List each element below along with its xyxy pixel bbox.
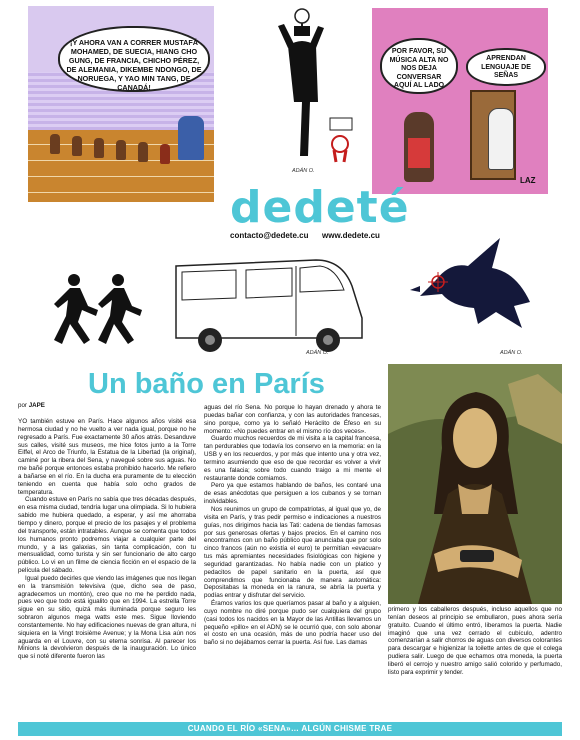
adan-signature-3: ADÁN O. xyxy=(500,350,523,356)
paragraph: Nos reunimos un grupo de compatriotas, al igual que yo, de visita en París, y tras pedir permiso e indicaciones a nuestros guías, nos dirigimos hacia las Tati: cadena de tiendas famosas por sus generosas ofertas y bajos precios. En el camino nos encontramos con un baño público que anunciaba que por solo cinco francos (aún no existía el euro) te permitían «evacuar» tus más apremiantes necesidades fisiológicas con higiene y seguridad garantizadas. No había nadie con un platico y pedacitos de papel sanitario en la puerta, así que comprendimos que funcionaba de manera automática: Depositabas la moneda en la ranura, se abría la puerta y podías entrar y disfrutar del servicio. xyxy=(204,505,381,600)
silhouette-cartoon xyxy=(258,6,354,166)
paris-speech-bubble-left: POR FAVOR, SU MÚSICA ALTA NO NOS DEJA CONVERSAR AQUÍ AL LADO xyxy=(380,38,458,94)
pink-wall xyxy=(372,8,548,194)
running-figures-cartoon xyxy=(48,270,144,350)
paragraph: Cuando estuve en París no sabía que tres décadas después, en esa misma ciudad, tendría lugar una olimpiada. Si lo hubiera sabido me hubiera quedado, a esperar, y así me ahorraba tiempo y dinero, porque el precio de los pasajes y el problema del transporte, están intratables. Aunque se comenta que todos los humanos pronto podremos viajar a cualquier parte del mundo, y a las galaxias, sin tanta complicación, con tu mensualidad, como turista y sin ser funcionario de alto cargo público. Lo vi en un filme de ciencia ficción en el espacio de la película del sábado. xyxy=(18,496,196,575)
article-column-1 xyxy=(18,418,196,661)
paris-cartoon xyxy=(372,8,548,194)
paragraph: Guardo muchos recuerdos de mi visita a la capital francesa, tan perdurables que todavía los conservo en la memoria: en la USB y en los recuerdos, y por más que intento una y otra vez, termino asumiendo que eso de que recordar es volver a vivir es una falacia; sobre todo cuando traigo a mi mente el restaurante donde comiamos. xyxy=(204,435,381,482)
dedete-logo: dedeté xyxy=(230,182,410,233)
man-figure xyxy=(488,108,514,170)
adan-signature-2: ADÁN O. xyxy=(306,350,329,356)
dove-target-cartoon xyxy=(396,232,548,342)
website-link[interactable]: www.dedete.cu xyxy=(322,231,380,240)
article-column-2 xyxy=(204,404,381,647)
article-column-3 xyxy=(388,606,562,677)
paragraph: Igual puedo decirles que viendo las imágenes que nos llegan en la transmisión televisiva (que, dicho sea de paso, agradecemos un montón), creo que no me he perdido nada, pues veo que todo está igualito que en 1994. La estrella Torre sigue en su sitio, quizá más iluminada porque seguro les sobraron algunos mega watts este mes. Sigue lloviendo constantemente. No hay edificaciones nuevas de gran altura, ni siquiera en la Vingt troisième Avenue; y la Mona Lisa aún nos aguarda en el Louvre, con su eterna sonrisa. Al parecer los Minions la devolvieron después de la inauguración. Lo único que sí noté diferente fueron las xyxy=(18,574,196,661)
announcer-figure xyxy=(178,116,204,160)
paragraph: aguas del río Sena. No porque lo hayan drenado y ahora te puedas bañar con confianza, y con las autoridades francesas, sino porque, como ya lo señaló Heráclito de Éfeso en su momento: «No puedes entrar en el mismo río dos veces». xyxy=(204,404,381,435)
sports-cartoon xyxy=(28,6,214,202)
sports-speech-bubble: ¡Y AHORA VAN A CORRER MUSTAFÁ MOHAMED, DE SUECIA, HIANG CHO GUNG, DE FRANCIA, CHICHO PÉREZ, DE ALEMANIA, DIKEMBE NDONGO, DE NORUEGA, Y YAO MIN TANG, DE CANADÁ! xyxy=(58,26,210,92)
author-name: JAPE xyxy=(28,402,45,409)
footer-banner: CUANDO EL RÍO «SENA»… ALGÚN CHISME TRAE xyxy=(18,722,562,736)
paris-speech-bubble-right: APRENDAN LENGUAJE DE SEÑAS xyxy=(466,48,546,86)
van-cartoon xyxy=(166,246,372,356)
article-headline: Un baño en París xyxy=(88,368,325,400)
mascot-figure xyxy=(330,118,352,162)
contact-email[interactable]: contacto@dedete.cu xyxy=(230,231,309,240)
paragraph: YO también estuve en París. Hace algunos años visité esa hermosa ciudad y no he vuelto a ver nada igual, porque no he regresado a París. Fue exactamente 30 años atrás. Desanduve sus calles, visité sus museos, me hice fotos junto a la Torre Eiffel, el Arco de Triunfo, la Estatua de la Libertad (la original), caminé por la ribera del Sena, y navegué sobre sus aguas. No me bañé porque entonces estaba prohibido hacerlo. Me refiero a bañarse en el río. En la ducha era puramente de tu elección teniendo en cuenta que había solo ocho grados de temperatura. xyxy=(18,418,196,496)
article-byline: por JAPE xyxy=(18,402,45,409)
mona-lisa-illustration xyxy=(388,364,562,604)
paragraph: primero y los caballeros después, incluso aquellos que no tenían deseos al principio se embullaron, pues ahora sería gratuito. Cuando el último entró, liberamos la puerta. Nadie imaginó que una vez cerrado el cubículo, adentro comenzarían a salir chorros de aguas con diversos colorantes para descargar e higienizar la toilette antes de que el colega pudiera salir. Luego de que echamos otra moneda, la puerta liberó el cerrojo y nuestro amigo salió colorido y perfumado, listo para exprimir y tender. xyxy=(388,606,562,676)
paragraph: Pero ya que estamos hablando de baños, les contaré una de esas anécdotas que persiguen a los cubanos y se tornan inolvidables. xyxy=(204,482,381,506)
laz-signature: LAZ xyxy=(520,176,536,185)
paragraph: Éramos varios los que queríamos pasar al baño y a alguien, cuyo nombre no diré porque pudo ser cualquiera del grupo (casi todos los nacidos en la Mayor de las Antillas llevamos un pequeño «pillo» en el ADN) se le ocurrió que, con solo abonar el costo en una ocasión, más de uno podría hacer uso del baño si no dejábamos cerrar la puerta. Así fue. Las damas xyxy=(204,600,381,647)
adan-signature-1: ADÁN O. xyxy=(292,168,315,174)
